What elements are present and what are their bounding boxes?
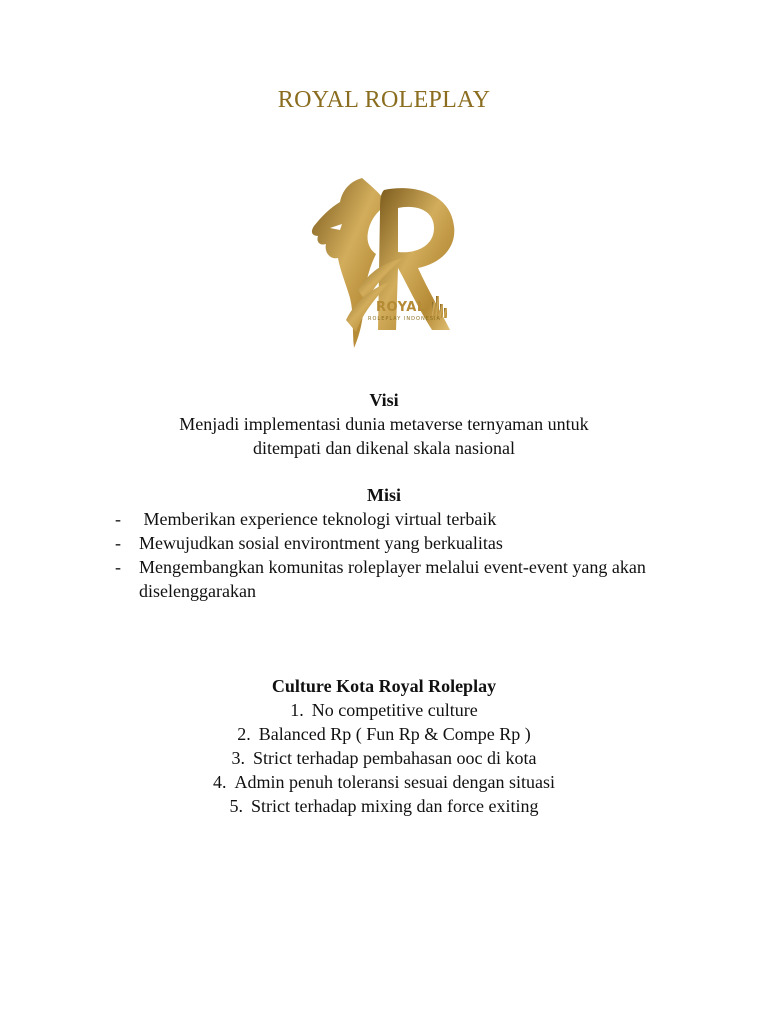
list-item-text: Strict terhadap mixing dan force exiting [251,796,539,816]
list-item-text: Admin penuh toleransi sesuai dengan situasi [234,772,555,792]
list-item-text: Memberikan experience teknologi virtual terbaik [139,509,497,529]
list-item [0,746,768,770]
misi-section [0,483,768,603]
list-item [0,507,659,531]
visi-line: Menjadi implementasi dunia metaverse ternyaman untuk [179,414,589,434]
list-item-text: No competitive culture [311,700,478,720]
list-number: 3. [231,748,246,768]
list-number: 4. [213,772,227,792]
list-item [0,555,659,603]
list-item [0,698,768,722]
culture-heading: Culture Kota Royal Roleplay [271,676,497,696]
list-item-text: Mengembangkan komunitas roleplayer melalui event-event yang akan diselenggarakan [139,557,646,601]
list-number: 2. [237,724,251,744]
list-item-text: Strict terhadap pembahasan ooc di kota [253,748,537,768]
list-item-text: Mewujudkan sosial environtment yang berkualitas [139,533,503,553]
culture-list [0,698,768,818]
list-dash: - [115,509,121,529]
list-item [0,794,768,818]
list-dash: - [115,533,121,553]
list-dash: - [115,557,121,577]
list-item [0,531,659,555]
logo-brand-word: ROYAL [376,300,426,315]
list-item [0,770,768,794]
visi-line: ditempati dan dikenal skala nasional [253,438,515,458]
list-item [0,722,768,746]
lion-r-logo-icon [300,170,470,355]
list-number: 1. [290,700,304,720]
visi-description [124,412,644,460]
misi-heading: Misi [367,485,401,505]
document-title: ROYAL ROLEPLAY [277,87,491,113]
visi-section [0,388,768,460]
culture-section [0,674,768,818]
list-number: 5. [229,796,244,816]
misi-list [0,507,768,603]
visi-heading: Visi [369,390,399,410]
royal-roleplay-logo [300,170,470,355]
list-item-text: Balanced Rp ( Fun Rp & Compe Rp ) [258,724,531,744]
logo-tagline: ROLEPLAY INDONESIA [368,316,441,322]
